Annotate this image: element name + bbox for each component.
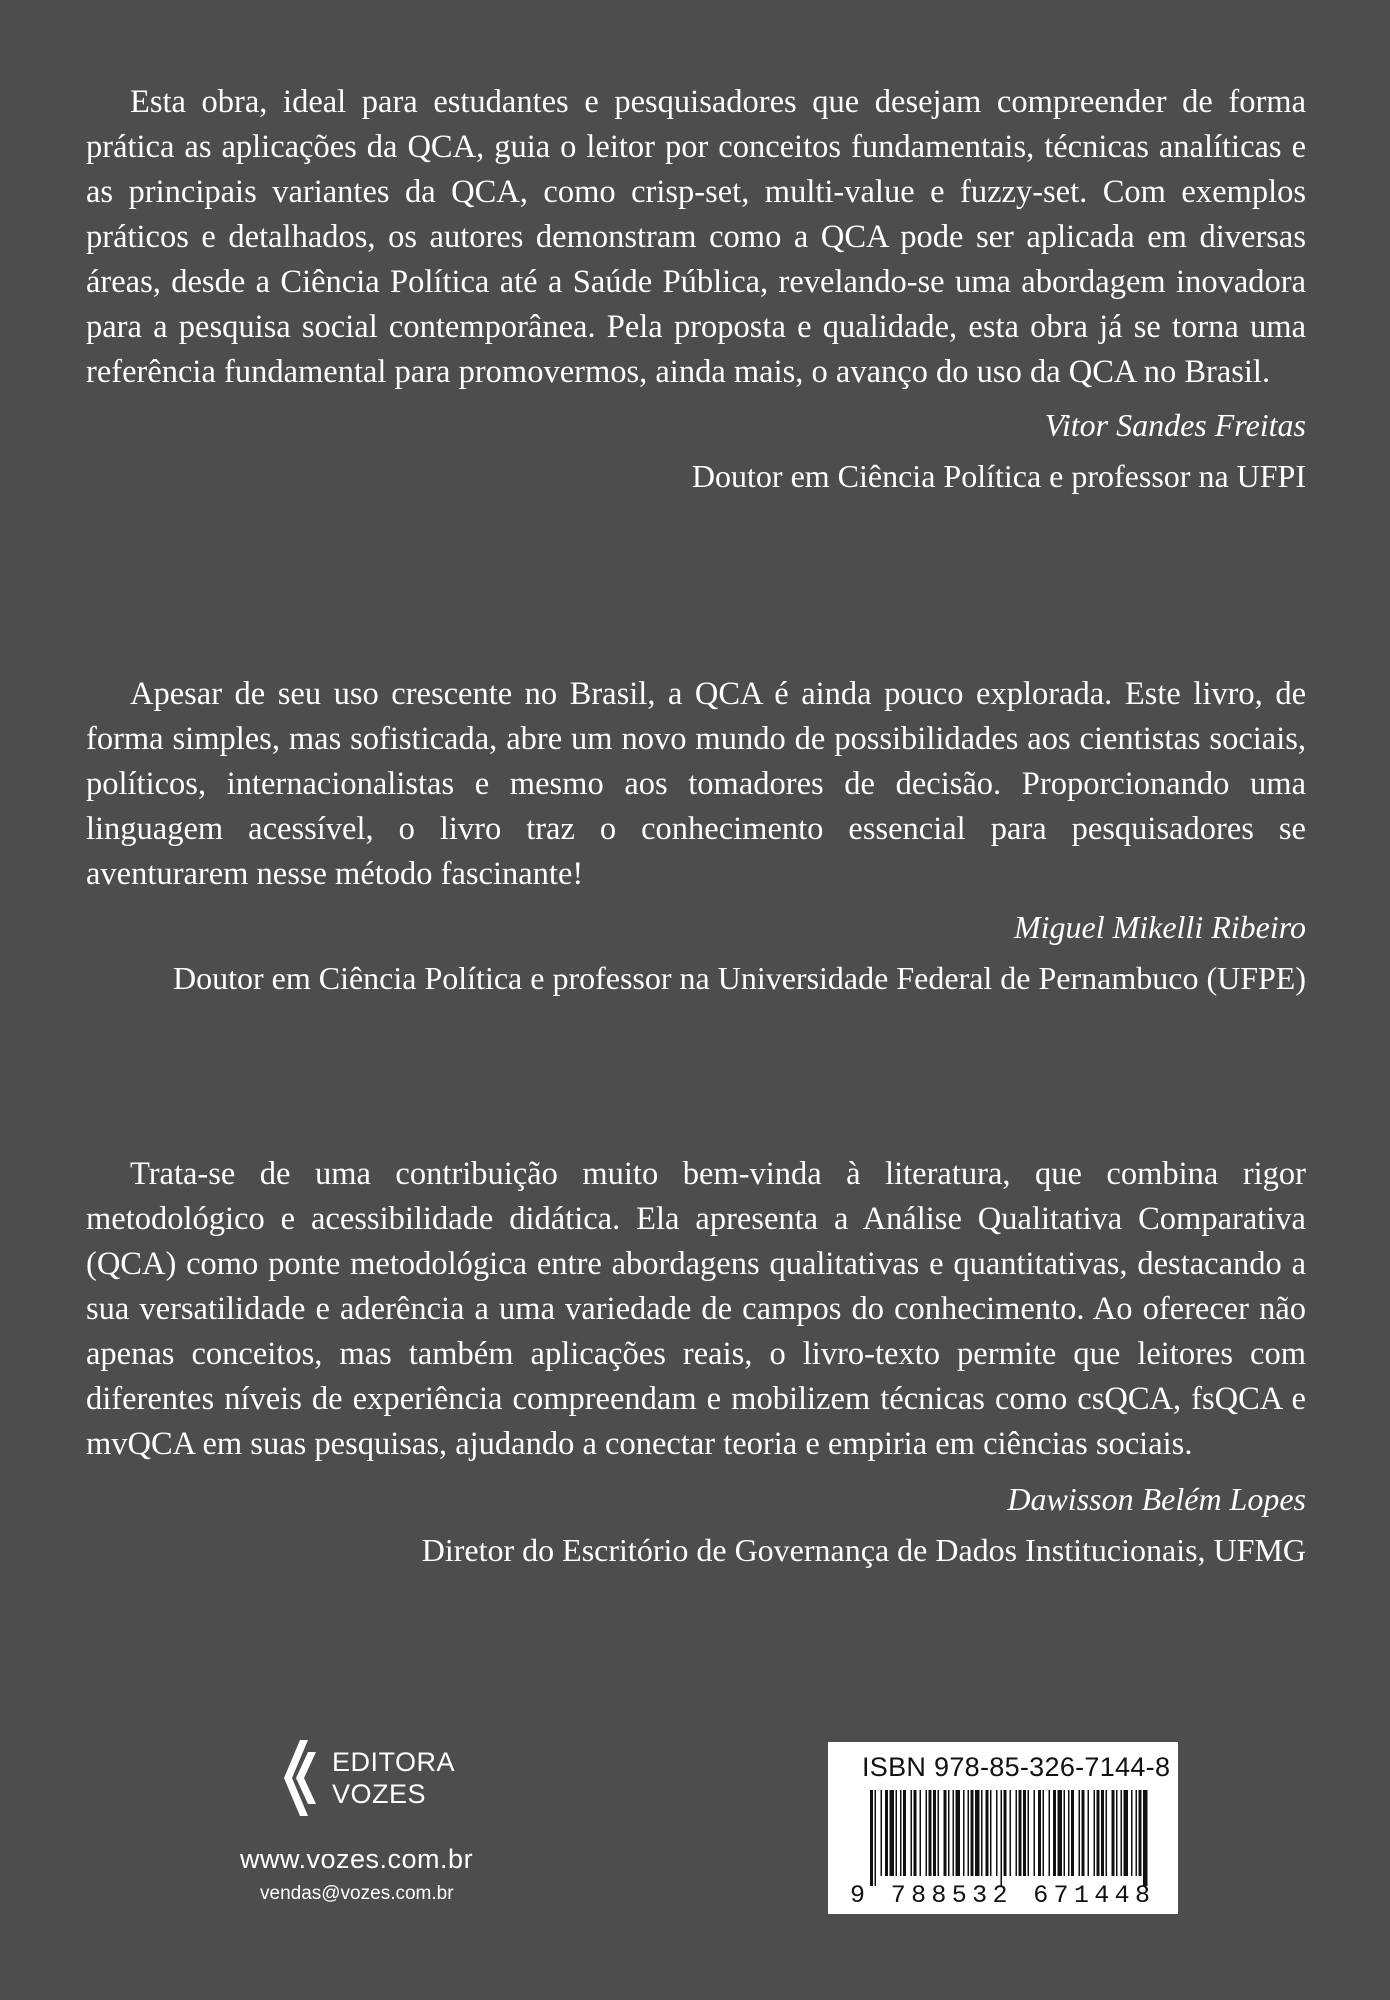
barcode-bar: [885, 1790, 888, 1876]
publisher-name-line1: EDITORA: [332, 1747, 456, 1777]
barcode-bar: [1131, 1790, 1133, 1876]
review-text: Esta obra, ideal para estudantes e pesquisadores que desejam compreender de forma prática as aplicações da QCA, guia o leitor por conceitos fundamentais, técnicas analíticas e as principais variantes da QCA, como crisp-set, multi-value e fuzzy-set. Com exemplos práticos e detalhados, os autores demonstram como a QCA pode ser aplicada em diversas áreas, desde a Ciência Política até a Saúde Pública, revelando-se uma abordagem inovadora para a pesquisa social contemporânea. Pela proposta e qualidade, esta obra já se torna uma referência fundamental para promovermos, ainda mais, o avanço do uso da QCA no Brasil.: [86, 84, 1306, 390]
barcode-bar: [1053, 1790, 1056, 1876]
barcode-bar: [1139, 1790, 1142, 1876]
publisher-name-line2: VOZES: [332, 1779, 427, 1809]
publisher-block: [240, 1738, 500, 1905]
barcode-bar: [944, 1790, 947, 1876]
barcode-bar: [870, 1790, 873, 1886]
barcode-bar: [956, 1790, 961, 1876]
barcode-bar: [929, 1790, 932, 1876]
barcode-bar: [1136, 1790, 1138, 1876]
barcode-bar: [1068, 1790, 1070, 1876]
barcode-bar: [1058, 1790, 1063, 1876]
barcode-bar: [1071, 1790, 1074, 1876]
barcode-bar: [1064, 1790, 1066, 1876]
isbn-label: ISBN 978-85-326-7144-8: [862, 1752, 1171, 1782]
review-2: [86, 672, 1306, 999]
review-3: [86, 1152, 1306, 1571]
review-author: Dawisson Belém Lopes: [1007, 1481, 1306, 1517]
barcode-bar: [1116, 1790, 1118, 1876]
barcode-bar: [1019, 1790, 1022, 1876]
barcode-bar: [1038, 1790, 1041, 1876]
review-author: Miguel Mikelli Ribeiro: [1013, 909, 1306, 945]
barcode-bar: [975, 1790, 980, 1876]
barcode-bar: [968, 1790, 970, 1876]
barcode-bar: [981, 1790, 983, 1876]
barcode-bar: [900, 1790, 902, 1876]
barcode-bar: [948, 1790, 950, 1876]
publisher-logo: [278, 1738, 500, 1818]
barcode-bar: [1001, 1790, 1003, 1886]
barcode-bar: [1016, 1790, 1018, 1876]
isbn-barcode-box: [828, 1742, 1178, 1914]
review-author-role: Doutor em Ciência Política e professor na UFPI: [691, 458, 1306, 494]
review-author: Vitor Sandes Freitas: [1044, 407, 1306, 443]
barcode-bar: [1010, 1790, 1012, 1876]
barcode-bar: [1023, 1790, 1026, 1876]
publisher-website: www.vozes.com.br: [240, 1844, 474, 1874]
barcode-bar: [875, 1790, 877, 1886]
barcode-bar: [1028, 1790, 1030, 1876]
barcode-bar: [890, 1790, 895, 1876]
barcode-bar: [953, 1790, 955, 1876]
publisher-email: vendas@vozes.com.br: [260, 1883, 454, 1904]
barcode-bar: [914, 1790, 917, 1876]
barcode-bar: [911, 1790, 913, 1876]
barcode-bar: [1124, 1790, 1129, 1876]
barcode-bar: [926, 1790, 928, 1876]
review-author-role: Diretor do Escritório de Governança de Dados Institucionais, UFMG: [421, 1532, 1306, 1568]
vozes-logo-icon: [278, 1738, 326, 1818]
review-author-role: Doutor em Ciência Política e professor na Universidade Federal de Pernambuco (UFPE): [172, 960, 1306, 996]
barcode-bar: [971, 1790, 974, 1876]
barcode-bar: [986, 1790, 989, 1876]
barcode-bar: [1112, 1790, 1115, 1876]
barcode-bar: [990, 1790, 992, 1876]
barcode-bar: [1121, 1790, 1123, 1876]
review-text: Trata-se de uma contribuição muito bem-vinda à literatura, que combina rigor metodológico e acessibilidade didática. Ela apresenta a Análise Qualitativa Comparativa (QCA) como ponte metodológica entre abordagens qualitativas e quantitativas, destacando a sua versatilidade e aderência a uma variedade de campos do conhecimento. Ao oferecer não apenas conceitos, mas também aplicações reais, o livro-texto permite que leitores com diferentes níveis de experiência compreendam e mobilizem técnicas como csQCA, fsQCA e mvQCA em suas pesquisas, ajudando a conectar teoria e empiria em ciências sociais.: [86, 1156, 1306, 1462]
barcode-bar: [1004, 1790, 1007, 1876]
barcode-bar: [1094, 1790, 1096, 1876]
barcode-bar: [938, 1790, 940, 1876]
barcode-bar: [1082, 1790, 1085, 1876]
review-1: [86, 80, 1306, 497]
barcode-bar: [963, 1790, 965, 1876]
barcode-bar: [1043, 1790, 1045, 1876]
barcode-bar: [1079, 1790, 1081, 1876]
barcode-bar: [1101, 1790, 1104, 1876]
barcode-bar: [1088, 1790, 1090, 1876]
barcode-digits: 9 788532 671448: [850, 1881, 1150, 1906]
barcode-bar: [896, 1790, 898, 1876]
barcode-bar: [1049, 1790, 1051, 1876]
barcode: [848, 1790, 1158, 1906]
barcode-bar: [1034, 1790, 1036, 1876]
barcode-bar: [903, 1790, 906, 1876]
barcode-bar: [1143, 1790, 1148, 1886]
review-text: Apesar de seu uso crescente no Brasil, a QCA é ainda pouco explorada. Este livro, de forma simples, mas sofisticada, abre um novo mundo de possibilidades aos cientistas sociais, políticos, internacionalistas e mesmo aos tomadores de decisão. Proporcionando uma linguagem acessível, o livro traz o conhecimento essencial para pesquisadores se aventurarem nesse método fascinante!: [86, 676, 1306, 892]
barcode-bar: [920, 1790, 922, 1876]
barcode-bar: [1097, 1790, 1100, 1876]
barcode-bar: [1106, 1790, 1108, 1876]
barcode-bar: [933, 1790, 936, 1876]
barcode-bar: [881, 1790, 883, 1876]
barcode-bar: [996, 1790, 998, 1876]
